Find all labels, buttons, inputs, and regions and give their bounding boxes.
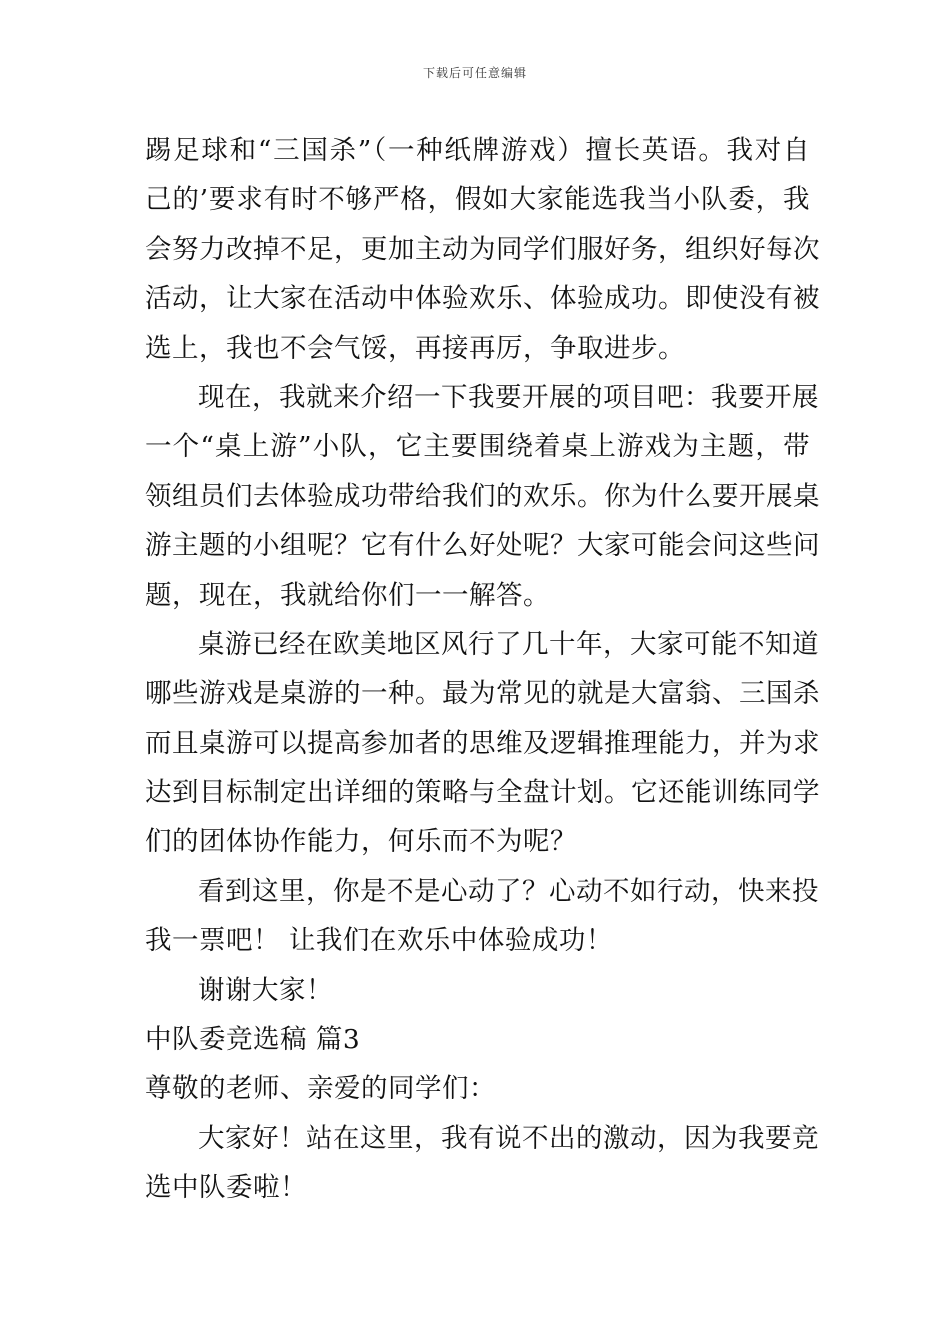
text-line: 题，现在，我就给你们一一解答。 [145,579,550,611]
text-line: 己的’要求有时不够严格，假如大家能选我当小队委，我 [145,184,810,216]
text-line: 活动，让大家在活动中体验欢乐、体验成功。即使没有被 [145,283,820,315]
text-line: 中队委竞选稿 篇3 [145,1024,361,1056]
text-line: 踢足球和“三国杀”（一种纸牌游戏）擅长英语。我对自 [145,135,810,166]
document-body [145,126,820,1213]
text-line: 而且桌游可以提高参加者的思维及逻辑推理能力，并为求 [145,727,820,759]
text-line: 尊敬的老师、亲爱的同学们： [145,1073,496,1105]
text-line: 一个“桌上游”小队，它主要围绕着桌上游戏为主题，带 [145,431,810,463]
text-line: 我一票吧！ 让我们在欢乐中体验成功！ [145,925,613,957]
page-header: 下载后可任意编辑 [422,66,527,80]
text-line: 哪些游戏是桌游的一种。最为常见的就是大富翁、三国杀 [145,678,820,710]
text-line: 桌游已经在欧美地区风行了几十年，大家可能不知道 [198,628,819,660]
text-line: 看到这里，你是不是心动了？心动不如行动，快来投 [198,875,819,907]
text-line: 领组员们去体验成功带给我们的欢乐。你为什么要开展桌 [145,480,820,512]
text-line: 现在，我就来介绍一下我要开展的项目吧：我要开展 [198,381,819,413]
text-line: 达到目标制定出详细的策略与全盘计划。它还能训练同学 [145,777,820,809]
text-line: 谢谢大家！ [198,974,333,1006]
text-line: 选上，我也不会气馁，再接再厉，争取进步。 [145,332,685,364]
text-line: 会努力改掉不足，更加主动为同学们服好务，组织好每次 [145,233,820,265]
text-line: 们的团体协作能力，何乐而不为呢？ [145,826,577,858]
text-line: 选中队委啦！ [145,1172,307,1204]
text-line: 游主题的小组呢？它有什么好处呢？大家可能会问这些问 [145,530,820,562]
text-line: 大家好！站在这里，我有说不出的激动，因为我要竞 [198,1122,819,1154]
